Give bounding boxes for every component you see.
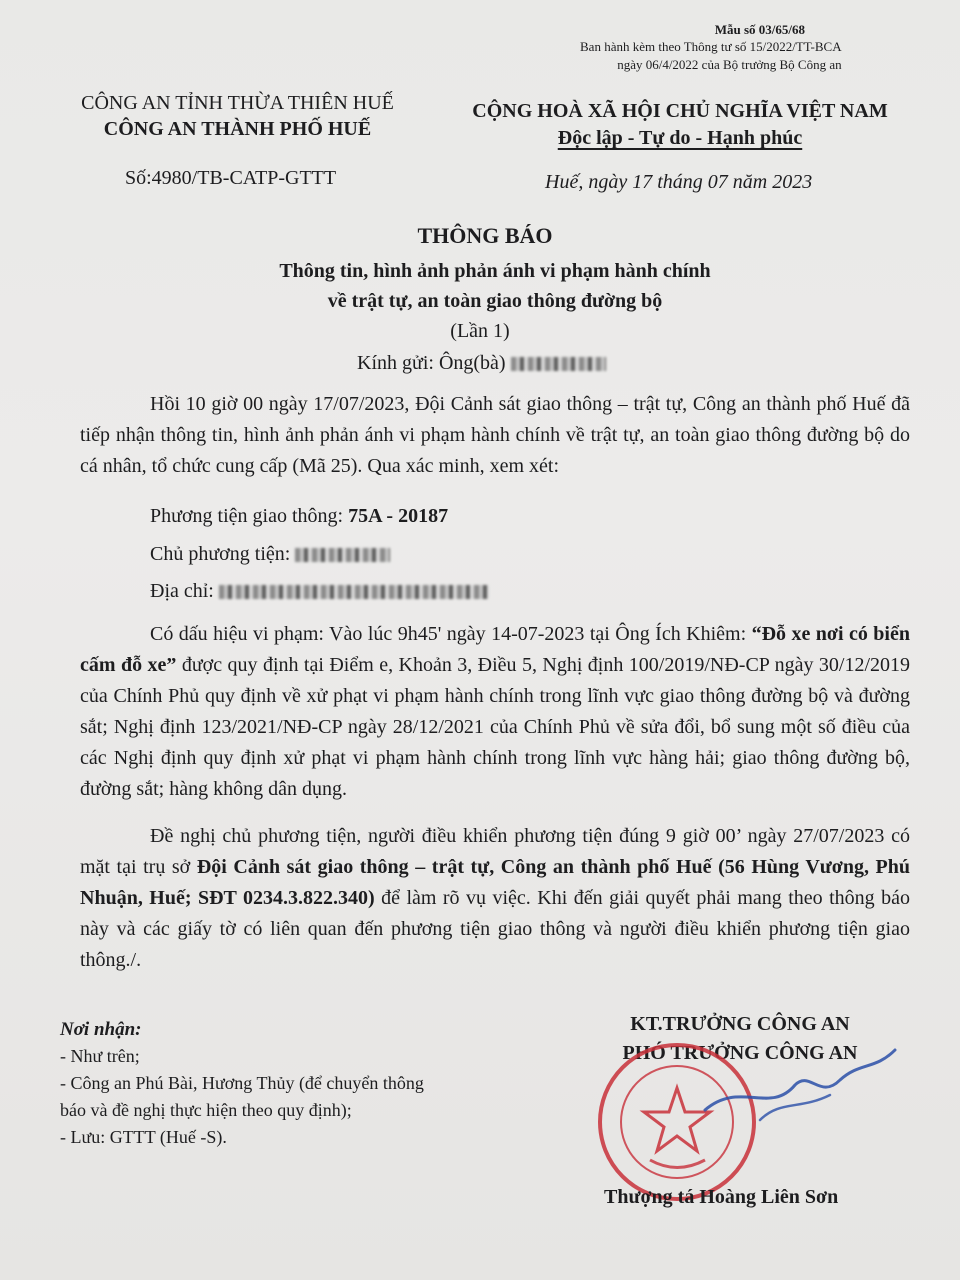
recipients-list [60, 1016, 424, 1151]
owner-line [150, 543, 390, 566]
document-number: Số:4980/TB-CATP-GTTT [125, 167, 337, 189]
address-label: Địa chỉ: [150, 580, 219, 602]
paragraph-violation [80, 619, 910, 805]
agency-parent: CÔNG AN TỈNH THỪA THIÊN HUẾ [81, 92, 394, 114]
subtitle-line-1: Thông tin, hình ảnh phản ánh vi phạm hành chính [279, 260, 711, 282]
redacted-owner-name [295, 548, 390, 562]
request-intro: Đề nghị chủ phương tiện, người điều khiển phương tiện đúng 9 giờ 00’ ngày 27/07/2023 có mặt tại trụ sở [80, 825, 910, 878]
signer-name: Thượng tá Hoàng Liên Sơn [604, 1186, 839, 1208]
office-address: Đội Cảnh sát giao thông – trật tự, Công an thành phố Huế (56 Hùng Vương, Phú Nhuận, Huế; SĐT 0234.3.822.340) [80, 856, 910, 909]
form-code: Mẫu số 03/65/68 [714, 22, 805, 37]
issue-number: (Lần 1) [450, 320, 510, 342]
paragraph-intro: Hồi 10 giờ 00 ngày 17/07/2023, Đội Cảnh sát giao thông – trật tự, Công an thành phố Huế đã tiếp nhận thông tin, hình ảnh phản ánh vi phạm hành chính về trật tự, an toàn giao thông đường bộ do cá nhân, tổ chức cung cấp (Mã 25). Qua xác minh, xem xét: [80, 393, 910, 477]
request-detail: để làm rõ vụ việc. Khi đến giải quyết phải mang theo thông báo này và các giấy tờ có liên quan đến phương tiện giao thông và người điều khiển phương tiện giao thông./. [80, 887, 911, 971]
signer-line-1: KT.TRƯỞNG CÔNG AN [630, 1013, 850, 1035]
violation-intro: Có dấu hiệu vi phạm: Vào lúc 9h45' ngày 14-07-2023 tại Ông Ích Khiêm: [150, 623, 752, 645]
signer-line-2: PHÓ TRƯỞNG CÔNG AN [622, 1042, 858, 1064]
agency-name: CÔNG AN THÀNH PHỐ HUẾ [103, 118, 372, 140]
subtitle-line-2: về trật tự, an toàn giao thông đường bộ [327, 290, 663, 312]
owner-label: Chủ phương tiện: [150, 543, 296, 565]
issuing-agency [40, 90, 435, 142]
violation-name: “Đỗ xe nơi có biển cấm đỗ xe” [80, 623, 910, 676]
redacted-address [219, 585, 489, 599]
recipient-item: - Lưu: GTTT (Huế -S). [60, 1127, 227, 1147]
recipient-line [357, 352, 606, 375]
form-note-line-2: ngày 06/4/2022 của Bộ trưởng Bộ Công an [617, 57, 842, 72]
national-header [445, 98, 915, 152]
vehicle-plate: 75A - 20187 [348, 505, 449, 527]
recipient-item: báo và đề nghị thực hiện theo quy định); [60, 1100, 352, 1120]
violation-legal-basis: được quy định tại Điểm e, Khoản 3, Điều 5, Nghị định 100/2019/NĐ-CP ngày 30/12/2019 của Chính Phủ quy định về xử phạt vi phạm hành chính trong lĩnh vực giao thông đường bộ và đường sắt; Nghị định 123/2021/NĐ-CP ngày 28/12/2021 của Chính Phủ về sửa đổi, bổ sung một số điều của các Nghị định quy định xử phạt vi phạm hành chính trong lĩnh vực hàng hải; giao thông đường bộ, đường sắt; hàng không dân dụng. [80, 654, 910, 800]
handwritten-signature [700, 1040, 900, 1130]
address-line [150, 580, 489, 603]
nation-title: CỘNG HOÀ XÃ HỘI CHỦ NGHĨA VIỆT NAM [472, 100, 888, 122]
recipient-item: - Như trên; [60, 1046, 140, 1066]
place-date: Huế, ngày 17 tháng 07 năm 2023 [545, 171, 813, 193]
redacted-recipient-name [511, 357, 606, 371]
document-title: THÔNG BÁO [417, 223, 553, 248]
recipient-label: Kính gửi: Ông(bà) [357, 352, 506, 374]
vehicle-label: Phương tiện giao thông: [150, 505, 349, 527]
form-note [580, 38, 842, 74]
document-subtitle [0, 256, 960, 316]
form-note-line-1: Ban hành kèm theo Thông tư số 15/2022/TT-BCA [580, 39, 842, 54]
recipient-item: - Công an Phú Bài, Hương Thủy (để chuyển thông [60, 1073, 424, 1093]
paragraph-request [80, 821, 910, 976]
vehicle-line [150, 505, 448, 528]
recipients-heading: Nơi nhận: [60, 1019, 142, 1040]
national-motto: Độc lập - Tự do - Hạnh phúc [557, 127, 803, 149]
